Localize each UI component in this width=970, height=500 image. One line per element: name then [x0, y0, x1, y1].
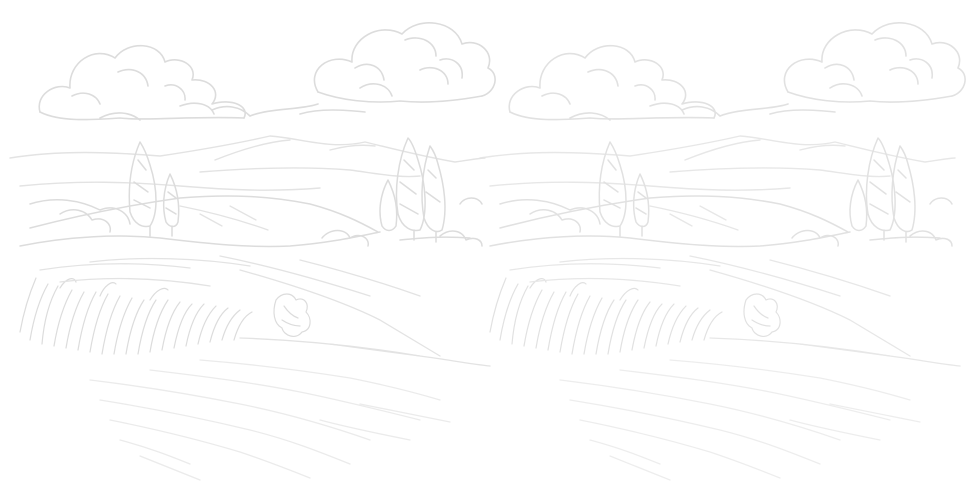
landscape-tile-right: [480, 23, 965, 480]
landscape-tile-left: [10, 23, 495, 480]
